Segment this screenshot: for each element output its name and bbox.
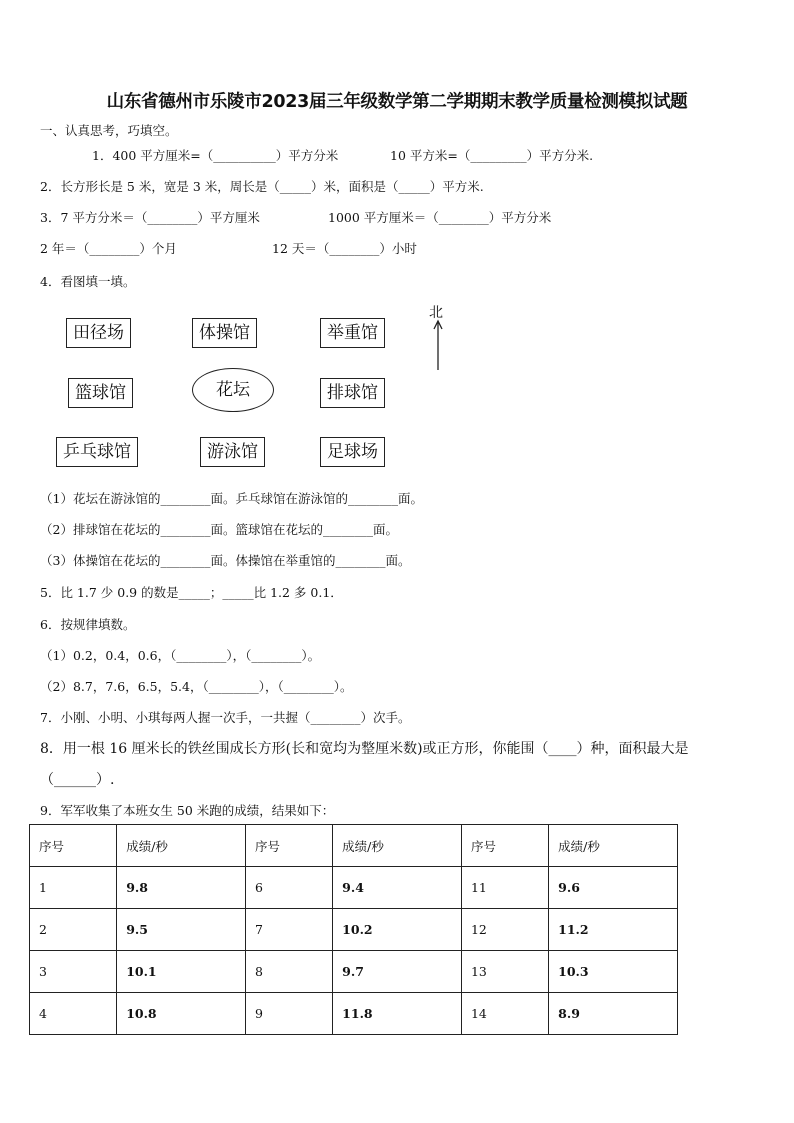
question-6-item-2: （2）8.7，7.6，6.5，5.4，（________），（________）。: [40, 679, 353, 694]
table-cell: 9.8: [117, 867, 246, 909]
question-1b: 10 平方米=（_________）平方分米.: [390, 148, 594, 163]
question-7: 7．小刚、小明、小琪每两人握一次手，一共握（________）次手。: [40, 710, 411, 725]
map-label-lanqiu: 篮球馆: [68, 378, 133, 408]
question-8-line-2: （______）.: [40, 772, 115, 788]
question-4-title: 4．看图填一填。: [40, 274, 136, 289]
table-cell: 6: [245, 867, 332, 909]
table-cell: 14: [461, 993, 548, 1035]
table-cell: 9: [245, 993, 332, 1035]
question-4-item-3: （3）体操馆在花坛的________面。体操馆在举重馆的________面。: [40, 553, 411, 568]
map-label-zuqiu: 足球场: [320, 437, 385, 467]
table-cell: 7: [245, 909, 332, 951]
table-cell: 1: [30, 867, 117, 909]
map-label-youyong: 游泳馆: [200, 437, 265, 467]
map-label-paiqiu: 排球馆: [320, 378, 385, 408]
table-cell: 2: [30, 909, 117, 951]
table-cell: 9.4: [333, 867, 462, 909]
question-3c: 2 年＝（________）个月: [40, 241, 177, 256]
question-8-line-1: 8．用一根 16 厘米长的铁丝围成长方形(长和宽均为整厘米数)或正方形，你能围（____）种，面积最大是: [40, 741, 689, 757]
table-header: 序号: [245, 825, 332, 867]
page-title: 山东省德州市乐陵市2023届三年级数学第二学期期末教学质量检测模拟试题: [106, 92, 688, 112]
table-header: 成绩/秒: [549, 825, 678, 867]
table-cell: 11.2: [549, 909, 678, 951]
question-9-title: 9．军军收集了本班女生 50 米跑的成绩，结果如下：: [40, 803, 335, 818]
table-cell: 3: [30, 951, 117, 993]
table-header: 序号: [30, 825, 117, 867]
question-3b: 1000 平方厘米＝（________）平方分米: [328, 210, 552, 225]
question-3d: 12 天＝（________）小时: [272, 241, 417, 256]
question-4-item-2: （2）排球馆在花坛的________面。篮球馆在花坛的________面。: [40, 522, 398, 537]
section-heading: 一、认真思考，巧填空。: [40, 123, 178, 138]
table-cell: 13: [461, 951, 548, 993]
table-row: [30, 867, 678, 909]
question-6-item-1: （1）0.2，0.4，0.6，（________），（________）。: [40, 648, 321, 663]
map-label-tianjing: 田径场: [66, 318, 131, 348]
table-cell: 11: [461, 867, 548, 909]
question-2: 2．长方形长是 5 米，宽是 3 米，周长是（_____）米，面积是（_____）平方米.: [40, 179, 484, 194]
table-header: 成绩/秒: [117, 825, 246, 867]
table-cell: 9.6: [549, 867, 678, 909]
map-label-pingpang: 乒乓球馆: [56, 437, 138, 467]
map-label-huatan: 花坛: [192, 368, 274, 412]
table-cell: 8.9: [549, 993, 678, 1035]
direction-map: [50, 300, 470, 480]
table-cell: 10.3: [549, 951, 678, 993]
table-cell: 9.5: [117, 909, 246, 951]
table-cell: 12: [461, 909, 548, 951]
table-cell: 9.7: [333, 951, 462, 993]
table-row: [30, 993, 678, 1035]
score-table: [29, 824, 678, 1035]
table-row: [30, 951, 678, 993]
table-cell: 10.8: [117, 993, 246, 1035]
question-6-title: 6．按规律填数。: [40, 617, 136, 632]
map-label-juzhong: 举重馆: [320, 318, 385, 348]
table-cell: 8: [245, 951, 332, 993]
question-4-item-1: （1）花坛在游泳馆的________面。乒乓球馆在游泳馆的________面。: [40, 491, 423, 506]
north-arrow-icon: [430, 318, 446, 372]
north-label: 北: [429, 305, 443, 321]
question-3a: 3．7 平方分米＝（________）平方厘米: [40, 210, 260, 225]
table-header: 序号: [461, 825, 548, 867]
table-header: 成绩/秒: [333, 825, 462, 867]
table-header-row: [30, 825, 678, 867]
map-label-ticao: 体操馆: [192, 318, 257, 348]
table-cell: 11.8: [333, 993, 462, 1035]
question-5: 5．比 1.7 少 0.9 的数是_____；_____比 1.2 多 0.1．: [40, 585, 343, 600]
question-1a: 1．400 平方厘米=（__________）平方分米: [92, 148, 339, 163]
table-row: [30, 909, 678, 951]
table-cell: 10.2: [333, 909, 462, 951]
table-cell: 10.1: [117, 951, 246, 993]
table-cell: 4: [30, 993, 117, 1035]
